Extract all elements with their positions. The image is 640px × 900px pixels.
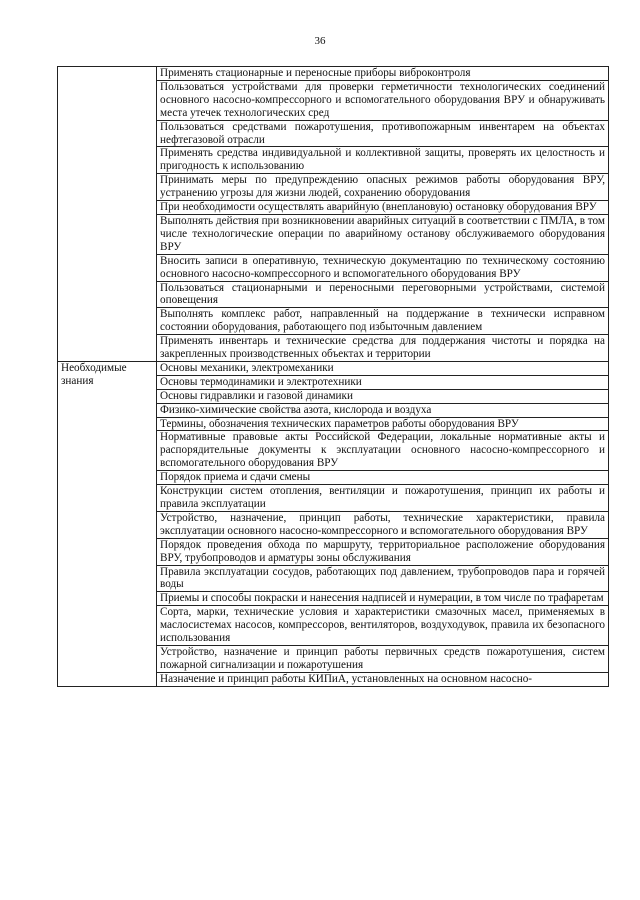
- table-cell: [157, 606, 609, 646]
- table-cell: [157, 538, 609, 565]
- table-cell: [157, 431, 609, 471]
- cell-text: Правила эксплуатации сосудов, работающих под давлением, трубопроводов пара и горячей воды: [160, 565, 605, 591]
- table-cell: [157, 214, 609, 254]
- cell-text: Пользоваться стационарными и переносными переговорными устройствами, системой оповещения: [160, 281, 605, 307]
- cell-text: Термины, обозначения технических параметров работы оборудования ВРУ: [160, 417, 519, 430]
- cell-text: Основы механики, электромеханики: [160, 361, 334, 374]
- table-cell: [157, 335, 609, 362]
- table-cell: [157, 308, 609, 335]
- cell-text: Приемы и способы покраски и нанесения надписей и нумерации, в том числе по трафаретам: [160, 592, 604, 605]
- table-cell: [157, 417, 609, 431]
- knowledge-label: Необходимые знания: [61, 361, 127, 387]
- table-cell: [157, 254, 609, 281]
- cell-text: Устройство, назначение и принцип работы первичных средств пожаротушения, систем пожарной сигнализации и пожаротушения: [160, 645, 605, 671]
- cell-text: Пользоваться устройствами для проверки герметичности технологических соединений основного насосно-компрессорного и вспомогательного оборудования ВРУ и обнаруживать места утечек технологических сред: [160, 80, 605, 119]
- page-number: 36: [314, 35, 326, 47]
- cell-text: Порядок проведения обхода по маршруту, территориальное расположение оборудования ВРУ, трубопроводов и арматуры зоны обслуживания: [160, 538, 605, 564]
- table-cell: [157, 592, 609, 606]
- table-cell: [157, 147, 609, 174]
- cell-text: При необходимости осуществлять аварийную (внеплановую) остановку оборудования ВРУ: [160, 201, 597, 214]
- knowledge-label-cell: [58, 361, 157, 686]
- table-cell: [157, 375, 609, 389]
- table-cell: [157, 389, 609, 403]
- requirements-table-body: [58, 67, 609, 687]
- table-cell: [157, 511, 609, 538]
- table-cell: [157, 672, 609, 686]
- cell-text: Устройство, назначение, принцип работы, технические характеристики, правила эксплуатации основного насосно-компрессорного и вспомогательного оборудования ВРУ: [160, 511, 605, 537]
- requirements-table: [57, 66, 609, 687]
- cell-text: Физико-химические свойства азота, кислорода и воздуха: [160, 403, 432, 416]
- table-row: [58, 67, 609, 81]
- table-row: [58, 361, 609, 375]
- skills-label-cell: [58, 67, 157, 362]
- cell-text: Пользоваться средствами пожаротушения, противопожарным инвентарем на объектах нефтегазовой отрасли: [160, 120, 605, 146]
- cell-text: Выполнять комплекс работ, направленный на поддержание в технически исправном состоянии оборудования, работающего под избыточным давлением: [160, 308, 605, 334]
- table-cell: [157, 174, 609, 201]
- cell-text: Конструкции систем отопления, вентиляции и пожаротушения, принцип их работы и правила эксплуатации: [160, 485, 605, 510]
- cell-text: Принимать меры по предупреждению опасных режимов работы оборудования ВРУ, устранению угрозы для жизни людей, сохранению оборудования: [160, 174, 605, 200]
- table-cell: [157, 403, 609, 417]
- table-cell: [157, 80, 609, 120]
- cell-text: Сорта, марки, технические условия и характеристики смазочных масел, применяемых в маслосистемах насосов, компрессоров, вентиляторов, воздуходувок, правила их безопасного использования: [160, 606, 605, 645]
- cell-text: Нормативные правовые акты Российской Федерации, локальные нормативные акты и распорядительные документы к эксплуатации основного насосно-компрессорного и вспомогательного оборудования ВРУ: [160, 431, 605, 470]
- cell-text: Применять стационарные и переносные приборы виброконтроля: [160, 67, 471, 79]
- table-cell: [157, 67, 609, 81]
- table-cell: [157, 565, 609, 592]
- cell-text: Выполнять действия при возникновении аварийных ситуаций в соответствии с ПМЛА, в том числе технологические операции по аварийному останову обслуживаемого оборудования ВРУ: [160, 214, 605, 253]
- table-cell: [157, 281, 609, 308]
- cell-text: Назначение и принцип работы КИПиА, установленных на основном насосно-: [160, 672, 533, 685]
- table-cell: [157, 361, 609, 375]
- table-cell: [157, 201, 609, 215]
- table-cell: [157, 645, 609, 672]
- cell-text: Применять средства индивидуальной и коллективной защиты, проверять их целостность и пригодность к использованию: [160, 147, 605, 173]
- cell-text: Основы гидравлики и газовой динамики: [160, 389, 353, 402]
- cell-text: Основы термодинамики и электротехники: [160, 375, 362, 388]
- table-cell: [157, 485, 609, 512]
- table-cell: [157, 120, 609, 147]
- cell-text: Применять инвентарь и технические средства для поддержания чистоты и порядка на закрепленных производственных объектах и территории: [160, 335, 605, 361]
- cell-text: Вносить записи в оперативную, техническую документацию по техническому состоянию основного насосно-компрессорного и вспомогательного оборудования ВРУ: [160, 254, 605, 280]
- table-cell: [157, 471, 609, 485]
- cell-text: Порядок приема и сдачи смены: [160, 471, 311, 484]
